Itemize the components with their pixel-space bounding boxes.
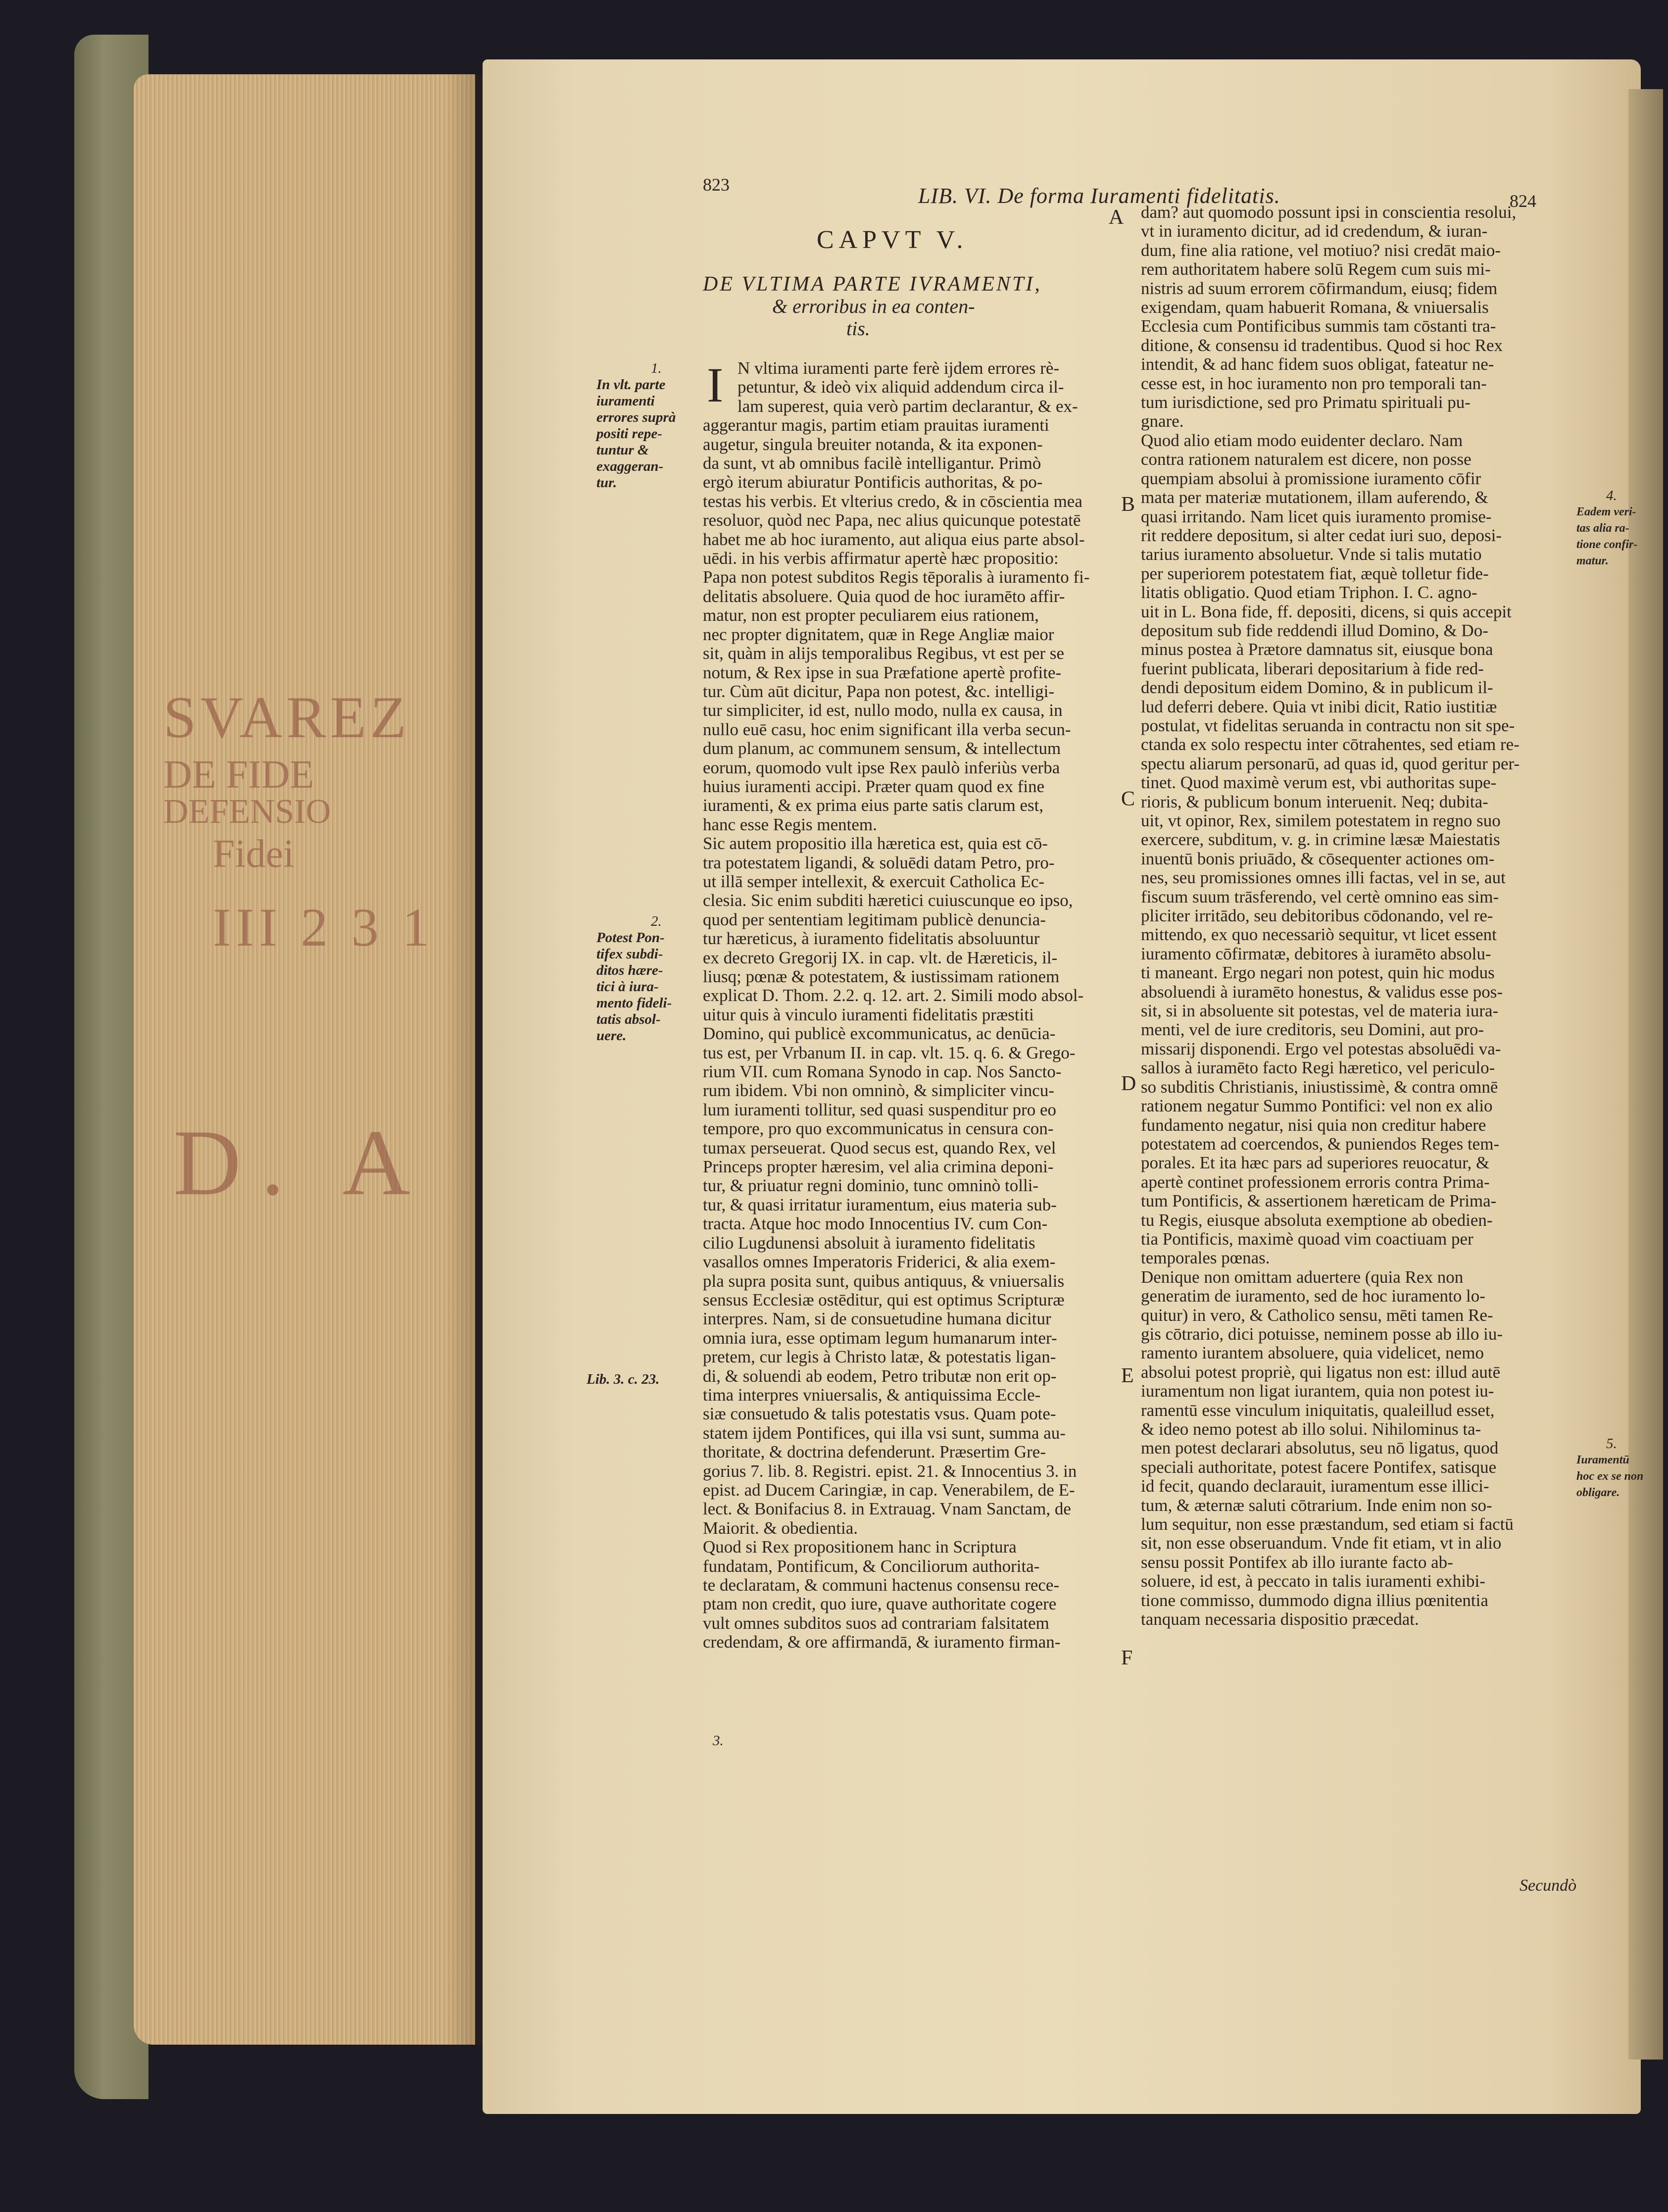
text-line: gnare. (1141, 412, 1184, 431)
text-line: cesse est, in hoc iuramento non pro temporali tan- (1141, 374, 1487, 393)
text-line: per superiorem potestatem fiat, æquè tolletur fide- (1141, 564, 1489, 583)
text-line: gis cōtrario, dici potuisse, neminem posse ab illo iu- (1141, 1324, 1503, 1344)
text-line: sit, non esse obseruandum. Vnde fit etiam, vt in alio (1141, 1534, 1502, 1553)
text-line: minus postea à Prætore damnatus sit, eiusque bona (1141, 640, 1493, 659)
text-line: sit, quàm in alijs temporalibus Regibus, vt est per se (703, 644, 1065, 663)
text-line: quitur) in vero, & Catholico sensu, mēti tamen Re- (1141, 1306, 1493, 1325)
margin-note-number: 3. (713, 1733, 724, 1749)
text-line: mata per materiæ mutationem, illam auferendo, & (1141, 488, 1488, 507)
margin-note-line: exaggeran- (596, 458, 664, 474)
text-line: exercere, subditum, v. g. in crimine læsæ Maiestatis (1141, 830, 1500, 850)
text-line: habet me ab hoc iuramento, aut aliqua eius parte absol- (703, 530, 1085, 549)
text-line: rem authoritatem habere solū Regem cum suis mi- (1141, 260, 1491, 279)
margin-note (596, 913, 672, 1044)
text-line: pretem, cur legis à Christo latæ, & potestatis ligan- (703, 1348, 1056, 1367)
fore-edge-stamp (158, 683, 436, 1228)
margin-note (658, 1733, 724, 1749)
text-line: sallos à iuramēto facto Regi hæretico, vel periculo- (1141, 1058, 1495, 1078)
text-line: ex decreto Gregorij IX. in cap. vlt. de Hæreticis, il- (703, 948, 1058, 967)
text-line: generatim de iuramento, sed de hoc iuramento lo- (1141, 1287, 1485, 1306)
text-line: dam? aut quomodo possunt ipsi in conscientia resolui, (1141, 203, 1517, 222)
text-line: lum iuramenti tollitur, sed quasi suspenditur pro eo (703, 1100, 1057, 1119)
text-line: da sunt, vt ab omnibus facilè intelligantur. Primò (703, 454, 1041, 473)
margin-note (596, 360, 676, 491)
text-line: Ecclesia cum Pontificibus summis tam cōstanti tra- (1141, 317, 1496, 336)
text-line: epist. ad Ducem Caringiæ, in cap. Venerabilem, de E- (703, 1480, 1075, 1500)
text-line: nullo euē casu, hoc enim significant illa verba secun- (703, 720, 1071, 739)
text-line: tima interpres vniuersalis, & antiquissima Eccle- (703, 1385, 1041, 1405)
text-line: dendi depositum eidem Domino, & in publicum il- (1141, 678, 1493, 698)
text-line: huius iuramenti accipi. Præter quam quod ex fine (703, 777, 1045, 796)
text-line: rum ibidem. Vbi non omninò, & simpliciter vincu- (703, 1081, 1054, 1101)
text-line: tum iurisdictione, sed pro Primatu spirituali pu- (1141, 393, 1471, 412)
text-line: sit, si in absoluente sit potestas, vel de materia iura- (1141, 1002, 1499, 1021)
margin-note-line: tifex subdi- (596, 946, 663, 962)
text-line: tumax perseuerat. Quod secus est, quando Rex, vel (703, 1138, 1056, 1157)
text-line: pla supra posita sunt, quibus antiquus, & vniuersalis (703, 1271, 1065, 1291)
facing-page-edge (1628, 89, 1663, 2060)
text-line: quod per sententiam legitimam publicè denuncia- (703, 910, 1046, 929)
text-line: nistris ad suum errorem cōfirmandum, eiusq; fidem (1141, 279, 1498, 298)
text-line: tanquam necessaria dispositio præcedat. (1141, 1610, 1419, 1629)
text-line: vt in iuramento dicitur, ad id credendum, & iuran- (1141, 222, 1488, 241)
section-marker: C (1121, 788, 1135, 810)
text-line: augetur, singula breuiter notanda, & ita exponen- (703, 435, 1043, 454)
text-line: temporales pœnas. (1141, 1249, 1270, 1268)
text-line: sensus Ecclesiæ ostēditur, qui est optimus Scripturæ (703, 1290, 1065, 1309)
text-line: clesia. Sic enim subditi hæretici cuiuscunque eo ipso, (703, 891, 1073, 910)
text-line: interpres. Nam, si de consuetudine humana dicitur (703, 1309, 1051, 1329)
text-line: litatis obligatio. Quod etiam Triphon. I. C. agno- (1141, 583, 1477, 603)
text-line: testas his verbis. Et vlterius credo, & in cōscientia mea (703, 492, 1082, 511)
margin-note (587, 1371, 659, 1388)
text-line: id fecit, quando declarauit, iuramentum esse illici- (1141, 1477, 1489, 1496)
text-line: explicat D. Thom. 2.2. q. 12. art. 2. Simili modo absol- (703, 986, 1084, 1005)
text-line: aggerantur magis, partim etiam prauitas iuramenti (703, 416, 1049, 435)
text-line: tur hæreticus, à iuramento fidelitatis absoluuntur (703, 929, 1040, 949)
page-number-left: 823 (703, 175, 730, 195)
margin-note-line: uere. (596, 1028, 627, 1044)
text-line: soluere, id est, à peccato in talis iuramenti exhibi- (1141, 1572, 1485, 1591)
margin-note-line: In vlt. parte (596, 377, 666, 393)
text-line: intendit, & ad hanc fidem suos obligat, fateatur ne- (1141, 355, 1494, 374)
text-line: tur, & quasi irritatur iuramentum, eius materia sub- (703, 1195, 1057, 1214)
text-line: contra rationem naturalem est dicere, non posse (1141, 450, 1472, 469)
text-line: nec propter dignitatem, quæ in Rege Angliæ maior (703, 625, 1054, 644)
text-line: spectu aliarum personarū, ad quas id, quod geritur per- (1141, 754, 1520, 773)
text-line: statem ijdem Pontifices, qui illa vsi sunt, summa au- (703, 1423, 1066, 1443)
margin-note-line: Lib. 3. c. 23. (587, 1371, 660, 1387)
margin-note-line: tuntur & (596, 442, 649, 458)
text-line: pliciter irritādo, seu debitoribus cōdonando, vel re- (1141, 906, 1493, 926)
text-line: sensu possit Pontifex ab illo iurante facto ab- (1141, 1553, 1453, 1572)
text-line: credendam, & ore affirmandā, & iuramento firman- (703, 1633, 1061, 1652)
text-line: mittendo, ex quo necessariò sequitur, vt licet essent (1141, 925, 1497, 945)
text-line: quempiam absolui à promissione iuramento cōfir (1141, 469, 1481, 488)
text-line: so subditis Christianis, iniustissimè, & contra omnē (1141, 1077, 1498, 1097)
text-line: ramento iurantem absoluere, quia videlicet, nemo (1141, 1344, 1484, 1363)
margin-note-line: mento fideli- (596, 995, 672, 1011)
section-marker: B (1121, 493, 1135, 516)
section-marker: D (1121, 1072, 1136, 1095)
text-line: iuramentum non ligat iurantem, quia non potest iu- (1141, 1382, 1494, 1401)
right-text-column (1141, 203, 1571, 1629)
text-line: tra potestatem ligandi, & soluēdi datam Petro, pro- (703, 853, 1055, 872)
text-line: lam superest, quia verò partim declarantur, & ex- (737, 397, 1078, 416)
text-line: tu Regis, eiusque absoluta exemptione ab obedien- (1141, 1210, 1493, 1230)
text-line: quasi irritando. Nam licet quis iuramento promise- (1141, 507, 1492, 526)
text-line: Domino, qui publicè excommunicatus, ac denūcia- (703, 1024, 1056, 1044)
text-line: di, & soluendi ab eodem, Petro tributæ non erit op- (703, 1366, 1057, 1386)
text-line: Quod si Rex propositionem hanc in Scriptura (703, 1538, 1017, 1557)
text-line: vasallos omnes Imperatoris Friderici, & alia exem- (703, 1253, 1056, 1272)
text-line: dum, fine alia ratione, vel motiuo? nisi credāt maio- (1141, 241, 1501, 260)
text-line: fundatam, Pontificum, & Conciliorum authorita- (703, 1557, 1040, 1576)
left-text-column (703, 359, 1124, 1652)
text-line: gorius 7. lib. 8. Registri. epist. 21. & Innocentius 3. in (703, 1461, 1077, 1481)
margin-note-line: Potest Pon- (596, 930, 665, 946)
stamp-line: DEFENSIO (163, 793, 331, 831)
text-line: potestatem ad coercendos, & puniendos Reges tem- (1141, 1134, 1500, 1154)
text-line: lud deferri debere. Quia vt inibi dicit, Ratio iustitiæ (1141, 697, 1497, 716)
margin-note-line: tici à iura- (596, 979, 659, 995)
text-line: N vltima iuramenti parte ferè ijdem errores rè- (737, 359, 1060, 378)
text-line: uit, vt opinor, Rex, similem potestatem in regno suo (1141, 811, 1501, 830)
text-line: tia Pontificis, maximè quoad vim coactiuam per (1141, 1229, 1473, 1249)
text-line: postulat, vt fidelitas seruanda in contractu non sit spe- (1141, 716, 1515, 735)
text-line: ut illā semper intellexit, & exercuit Catholica Ec- (703, 872, 1045, 891)
text-line: cilio Lugdunensi absoluit à iuramento fidelitatis (703, 1233, 1035, 1253)
text-line: petuntur, & ideò vix aliquid addendum circa il- (737, 378, 1064, 397)
text-line: ti maneant. Ergo negari non potest, quin hic modus (1141, 963, 1495, 983)
text-line: ramentū esse vinculum iniquitatis, qualeillud esset, (1141, 1401, 1495, 1420)
text-line: thoritate, & doctrina defenderunt. Præsertim Gre- (703, 1443, 1046, 1462)
text-line: & ideo nemo potest ab illo solui. Nihilominus ta- (1141, 1420, 1481, 1439)
text-line: notum, & Rex ipse in sua Præfatione apertè profite- (703, 663, 1062, 682)
text-line: iuramento cōfirmatæ, debitores à iuramēto absolu- (1141, 944, 1491, 963)
margin-note (1576, 488, 1637, 569)
chapter-subtitle: tis. (846, 317, 870, 340)
text-line: fuerint publicata, liberari depositarium à fide red- (1141, 659, 1484, 678)
chapter-subtitle: & erroribus in ea conten- (772, 295, 975, 317)
text-line: resoluor, quòd nec Papa, nec alius quicunque potestatē (703, 511, 1081, 530)
stamp-line: III 2 3 1 (213, 897, 435, 957)
text-line: tracta. Atque hoc modo Innocentius IV. cum Con- (703, 1214, 1048, 1234)
catchword: Secundò (1520, 1876, 1577, 1895)
margin-note-number: 1. (651, 360, 662, 376)
text-line: tinet. Quod maximè verum est, vbi authoritas supe- (1141, 773, 1497, 793)
text-line: fundamento negatur, nisi quia non creditur habere (1141, 1115, 1486, 1135)
section-marker: A (1109, 206, 1124, 229)
text-line: vult omnes subditos suos ad contrariam falsitatem (703, 1613, 1049, 1633)
text-line: nes, seu promissiones omnes illi factas, vel in se, aut (1141, 868, 1506, 888)
margin-note-line: hoc ex se non (1576, 1470, 1644, 1483)
margin-note-line: ditos hære- (596, 962, 663, 978)
text-line: apertè continet professionem erroris contra Prima- (1141, 1172, 1490, 1192)
text-line: ptam non credit, quo iure, quave authoritate cogere (703, 1595, 1057, 1614)
text-line: tione commisso, dummodo digna illius pœnitentia (1141, 1591, 1488, 1610)
text-line: rium VII. cum Romana Synodo in cap. Nos Sancto- (703, 1062, 1062, 1082)
text-line: ditione, & consensu id tradentibus. Quod si hoc Rex (1141, 336, 1503, 355)
text-line: Sic autem propositio illa hæretica est, quia est cō- (703, 834, 1048, 854)
section-marker: F (1121, 1647, 1133, 1669)
text-line: dum planum, ac communem sensum, & intellectum (703, 739, 1061, 758)
text-line: uēdi. in his verbis affirmatur apertè hæc propositio: (703, 549, 1059, 568)
text-line: lum sequitur, non esse præstandum, sed etiam si factū (1141, 1515, 1514, 1534)
text-line: tum Pontificis, & assertionem hæreticam de Prima- (1141, 1192, 1497, 1211)
margin-note-number: 4. (1606, 488, 1617, 503)
text-line: Denique non omittam aduertere (quia Rex non (1141, 1267, 1464, 1287)
margin-note (1576, 1436, 1643, 1501)
margin-note-line: Eadem veri- (1576, 505, 1636, 518)
margin-note-number: 2. (651, 913, 662, 929)
text-line: tarius iuramento absoluetur. Vnde si talis mutatio (1141, 545, 1482, 564)
stamp-line: D. A (173, 1111, 430, 1215)
text-line: delitatis absoluere. Quia quod de hoc iuramēto affir- (703, 587, 1065, 606)
text-line: rit reddere depositum, si alter cedat iuri suo, deposi- (1141, 526, 1502, 545)
margin-note-line: positi repe- (596, 426, 662, 442)
text-line: tur, & priuatur regni dominio, tunc omninò tolli- (703, 1176, 1039, 1196)
text-line: Princeps propter hæresim, vel alia crimina deponi- (703, 1157, 1054, 1177)
page-number-right: 824 (1510, 191, 1536, 211)
text-line: ergò iterum abiuratur Pontificis authoritas, & po- (703, 473, 1043, 492)
text-line: lect. & Bonifacius 8. in Extrauag. Vnam Sanctam, de (703, 1500, 1071, 1519)
chapter-title: CAPVT V. (817, 226, 968, 254)
text-line: Quod alio etiam modo euidenter declaro. Nam (1141, 431, 1463, 450)
stamp-line: SVAREZ (163, 684, 411, 750)
text-line: fiscum suum trāsferendo, vel certè omnino eas sim- (1141, 887, 1499, 906)
text-line: tus est, per Vrbanum II. in cap. vlt. 15. q. 6. & Grego- (703, 1043, 1076, 1062)
text-line: Papa non potest subditos Regis tēporalis à iuramento fi- (703, 568, 1090, 587)
text-line: tempore, pro quo excommunicatus in censura con- (703, 1119, 1054, 1139)
margin-note-line: tatis absol- (596, 1011, 661, 1027)
margin-note-line: iuramenti (596, 393, 655, 409)
text-line: rioris, & publicum bonum interuenit. Neq; dubita- (1141, 792, 1488, 811)
drop-cap: I (707, 357, 724, 412)
text-line: exigendam, quam habuerit Romana, & vniuersalis (1141, 298, 1489, 317)
text-line: matur, non est propter peculiarem eius rationem, (703, 606, 1039, 625)
text-line: Maiorit. & obedientia. (703, 1518, 858, 1538)
text-line: te declaratam, & communi hactenus consensu rece- (703, 1576, 1060, 1595)
margin-note-line: errores suprà (596, 409, 676, 425)
text-line: menti, vel de iure creditoris, seu Domini, aut pro- (1141, 1020, 1484, 1040)
margin-note-number: 5. (1606, 1436, 1617, 1452)
text-line: tur simpliciter, id est, nullo modo, nulla ex causa, in (703, 701, 1063, 720)
text-line: omnia iura, esse optimam legum humanarum inter- (703, 1328, 1057, 1348)
margin-note-line: tur. (596, 475, 617, 491)
margin-note-line: tione confir- (1576, 538, 1638, 551)
section-marker: E (1121, 1364, 1134, 1387)
text-line: uitur quis à vinculo iuramenti fidelitatis præstiti (703, 1005, 1034, 1024)
text-line: hanc esse Regis mentem. (703, 815, 877, 834)
running-title: LIB. VI. De forma Iuramenti fidelitatis. (918, 184, 1280, 208)
margin-note-line: tas alia ra- (1576, 522, 1629, 535)
margin-note-line: obligare. (1576, 1486, 1620, 1499)
text-line: absoluendi à iuramēto honestus, & validus esse pos- (1141, 982, 1503, 1002)
text-line: ctanda ex solo respectu inter cōtrahentes, sed etiam re- (1141, 735, 1520, 754)
text-line: eorum, quomodo vult ipse Rex paulò inferiùs verba (703, 758, 1060, 777)
text-line: inuentū bonis priuādo, & cōsequenter actiones om- (1141, 849, 1495, 868)
text-line: rationem negatur Summo Pontifici: vel non ex alio (1141, 1097, 1493, 1116)
text-line: speciali authoritate, potest facere Pontifex, satisque (1141, 1458, 1497, 1477)
stamp-line: Fidei (213, 832, 294, 876)
text-line: absolui potest propriè, qui ligatus non est: illud autē (1141, 1362, 1501, 1382)
text-line: missarij disponendi. Ergo vel potestas absoluēdi va- (1141, 1039, 1501, 1058)
text-line: uit in L. Bona fide, ff. depositi, dicens, si quis accepit (1141, 602, 1512, 621)
text-line: men potest declarari absolutus, seu nō ligatus, quod (1141, 1439, 1499, 1458)
margin-note-line: Iuramentū (1576, 1454, 1629, 1466)
stamp-line: DE FIDE (163, 753, 314, 797)
margin-note-line: matur. (1576, 554, 1609, 567)
text-line: liusq; pœnæ & potestatem, & iustissimam rationem (703, 967, 1060, 986)
text-line: tur. Cùm aūt dicitur, Papa non potest, &c. intelligi- (703, 682, 1055, 701)
chapter-subtitle: DE VLTIMA PARTE IVRAMENTI, (703, 273, 1042, 296)
text-line: tum, & æternæ saluti cōtrarium. Inde enim non so- (1141, 1496, 1492, 1515)
text-line: porales. Et ita hæc pars ad superiores reuocatur, & (1141, 1154, 1490, 1173)
text-line: iuramenti, & ex prima eius parte satis clarum est, (703, 796, 1044, 815)
text-line: siæ consuetudo & talis potestatis vsus. Quam pote- (703, 1405, 1056, 1424)
text-line: depositum sub fide reddendi illud Domino, & Do- (1141, 621, 1488, 640)
